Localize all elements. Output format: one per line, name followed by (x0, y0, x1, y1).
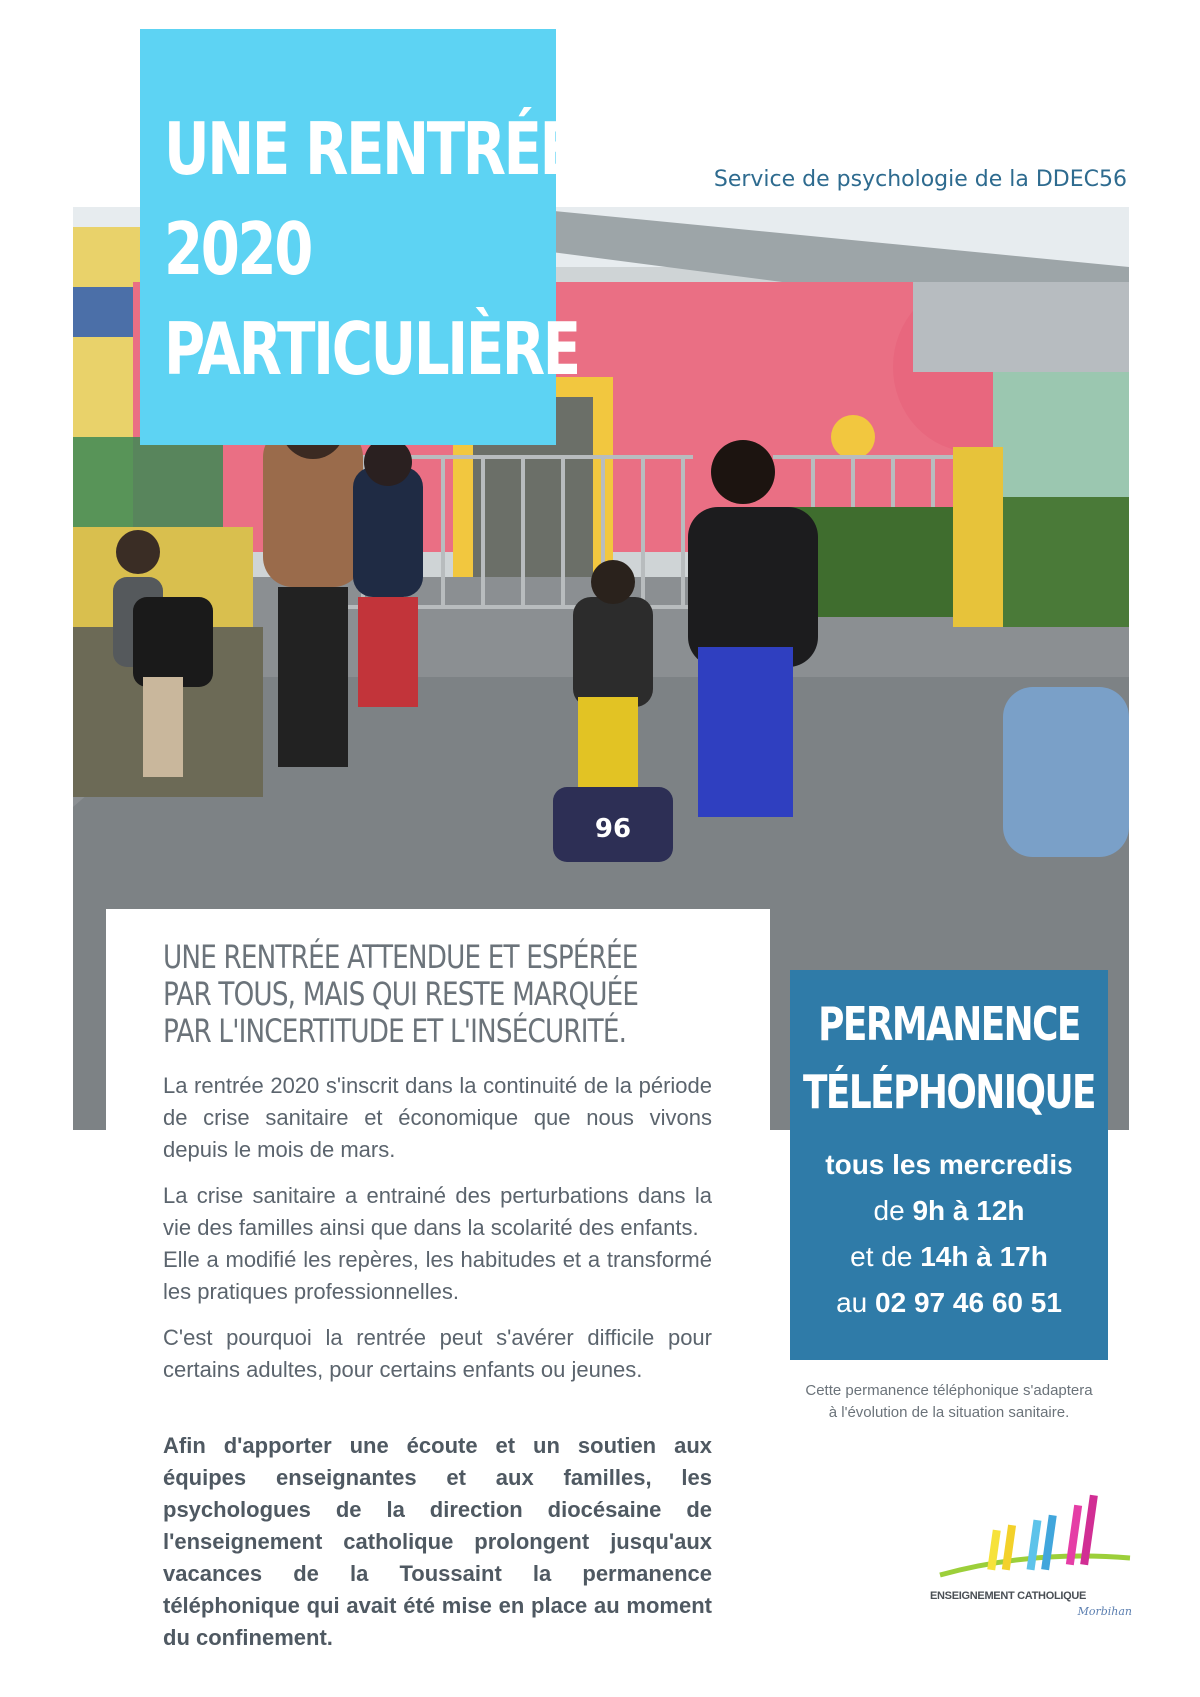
logo-bars-icon (930, 1480, 1140, 1590)
title-line-1: UNE RENTRÉE (164, 107, 576, 191)
paragraph-4: Afin d'apporter une écoute et un soutien aux équipes enseignantes et aux familles, les psychologues de la direction diocésaine de l'enseignement catholique prolongent jusqu'aux vacances de la Toussaint la permanence téléphonique qui avait été mise en place au moment du confinement. (163, 1433, 712, 1650)
title-line-2: 2020 (164, 207, 311, 291)
service-name: Service de psychologie de la DDEC56 (713, 167, 1127, 192)
title-box (140, 29, 579, 445)
title-line-3: PARTICULIÈRE (164, 307, 579, 391)
permanence-title-2: TÉLÉPHONIQUE (802, 1065, 1095, 1119)
paragraph-3: C'est pourquoi la rentrée peut s'avérer difficile pour certains adultes, pour certains enfants ou jeunes. (163, 1325, 712, 1382)
note-line-1: Cette permanence téléphonique s'adaptera (805, 1382, 1093, 1399)
logo-region: Morbihan (1077, 1605, 1132, 1618)
note-line-2: à l'évolution de la situation sanitaire. (828, 1404, 1070, 1421)
paragraph-2b: Elle a modifié les repères, les habitudes et a transformé les pratiques professionnelles. (163, 1247, 712, 1304)
slot1-prefix: de (873, 1195, 913, 1226)
bag-number: 96 (594, 814, 632, 844)
permanence-title-1: PERMANENCE (818, 997, 1080, 1051)
lead-heading: UNE RENTRÉE ATTENDUE ET ESPÉRÉE PAR TOUS, MAIS QUI RESTE MARQUÉE PAR L'INCERTITUDE ET L'INSÉCURITÉ. (163, 938, 639, 1050)
slot1-time: 9h à 12h (912, 1195, 1025, 1226)
phone-prefix: au (836, 1287, 876, 1318)
logo-name: ENSEIGNEMENT CATHOLIQUE (930, 1590, 1087, 1602)
permanence-note (780, 1380, 1118, 1424)
slot2-prefix: et de (850, 1241, 921, 1272)
paragraph-2a: La crise sanitaire a entrainé des perturbations dans la vie des familles ainsi que dans la scolarité des enfants. (163, 1183, 712, 1240)
paragraph-1: La rentrée 2020 s'inscrit dans la continuité de la période de crise sanitaire et économique que nous vivons depuis le mois de mars. (163, 1073, 712, 1162)
permanence-details (790, 1142, 1108, 1326)
slot2-time: 14h à 17h (920, 1241, 1048, 1272)
permanence-days: tous les mercredis (825, 1149, 1073, 1180)
text-panel (106, 909, 770, 1650)
phone-number[interactable]: 02 97 46 60 51 (875, 1287, 1062, 1318)
permanence-box (790, 970, 1108, 1360)
logo (930, 1480, 1140, 1620)
